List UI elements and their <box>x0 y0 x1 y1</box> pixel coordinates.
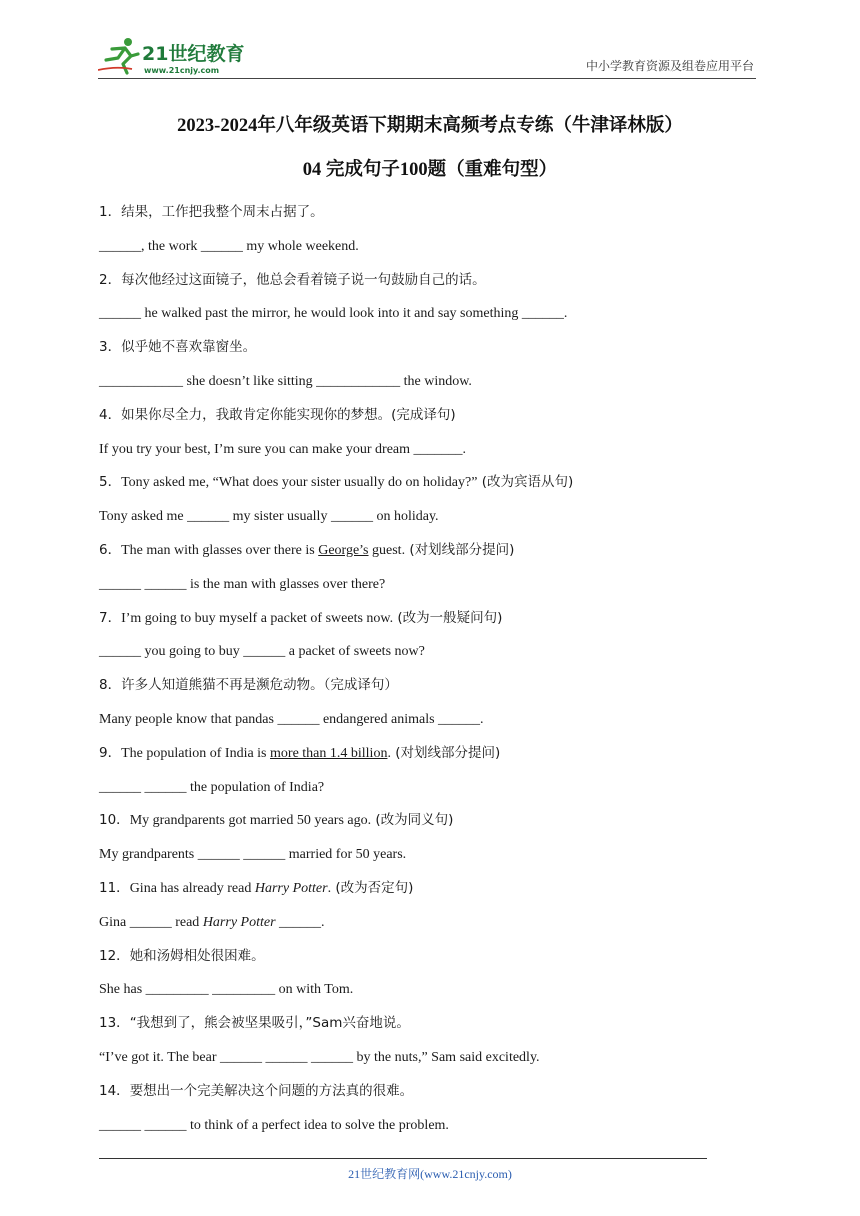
page-subtitle: 04 完成句子100题（重难句型） <box>302 160 558 180</box>
blank: ______ <box>197 847 240 863</box>
blank: ______ <box>243 847 286 863</box>
blank: ______ <box>144 779 187 795</box>
question-11: 11．Gina has already read Harry Potter. (改为否定句) <box>99 879 414 896</box>
answer-10: My grandparents ______ ______ married for 50 years. <box>99 847 407 863</box>
answer-13: “I’ve got it. The bear ______ ______ ______ by the nuts,” Sam said excitedly. <box>99 1049 540 1065</box>
blank: ______ <box>144 1117 187 1133</box>
answer-12: She has _________ _________ on with Tom. <box>99 982 354 998</box>
answer-9: ______ ______ the population of India? <box>99 779 325 795</box>
blank: ______ <box>243 644 286 660</box>
question-8: 8．许多人知道熊猫不再是濒危动物。（完成译句） <box>99 677 398 694</box>
blank: ______ <box>279 914 322 930</box>
runner-icon <box>98 38 138 73</box>
page-title: 2023-2024年八年级英语下期期末高频考点专练（牛津译林版） <box>177 116 683 136</box>
logo-url: www.21cnjy.com <box>144 66 220 75</box>
page-header <box>98 34 756 79</box>
blank: _________ <box>212 982 276 998</box>
question-12: 12．她和汤姆相处很困难。 <box>99 947 265 964</box>
blank: ______ <box>265 1049 308 1065</box>
blank: ______ <box>144 576 187 592</box>
blank: ______ <box>99 576 141 592</box>
question-5: 5．Tony asked me, “What does your sister usually do on holiday?” (改为宾语从句) <box>99 474 574 491</box>
question-6: 6．The man with glasses over there is George’s guest. (对划线部分提问) <box>99 541 515 558</box>
blank: _________ <box>145 982 209 998</box>
header-platform-text: 中小学教育资源及组卷应用平台 <box>585 59 754 73</box>
question-7: 7．I’m going to buy myself a packet of sweets now. (改为一般疑问句) <box>99 609 503 626</box>
blank: ______ <box>521 306 564 322</box>
answer-7: ______ you going to buy ______ a packet of sweets now? <box>99 644 425 660</box>
question-1: 1．结果，工作把我整个周末占据了。 <box>99 204 324 220</box>
footer-divider <box>99 1158 707 1159</box>
blank: ______ <box>129 914 172 930</box>
answer-8: Many people know that pandas ______ endangered animals ______. <box>99 711 484 727</box>
answer-14: ______ ______ to think of a perfect idea to solve the problem. <box>99 1117 449 1133</box>
question-13: 13．“我想到了，熊会被坚果吸引，”Sam兴奋地说。 <box>99 1015 410 1032</box>
answer-11: Gina ______ read Harry Potter ______. <box>99 914 325 930</box>
blank: ______ <box>187 509 230 525</box>
answer-2: ______ he walked past the mirror, he would look into it and say something ______. <box>99 306 568 322</box>
blank: ______ <box>277 711 320 727</box>
question-14: 14．要想出一个完美解决这个问题的方法真的很难。 <box>99 1082 414 1099</box>
blank: ____________ <box>99 373 183 389</box>
answer-1: ______, the work ______ my whole weekend. <box>99 238 359 254</box>
logo-text: 21世纪教育 <box>142 43 245 65</box>
blank: ______ <box>99 644 141 660</box>
underlined-text: George’s <box>318 542 369 558</box>
question-2: 2．每次他经过这面镜子，他总会看着镜子说一句鼓励自己的话。 <box>99 271 486 288</box>
question-3: 3．似乎她不喜欢靠窗坐。 <box>99 339 257 356</box>
blank: ______ <box>99 779 141 795</box>
question-4: 4．如果你尽全力，我敢肯定你能实现你的梦想。(完成译句) <box>99 406 456 423</box>
blank: ______ <box>99 306 141 322</box>
blank: ______ <box>99 238 141 254</box>
underlined-text: more than 1.4 billion <box>270 745 388 761</box>
question-10: 10．My grandparents got married 50 years ago. (改为同义句) <box>99 812 454 829</box>
blank: ______ <box>200 238 243 254</box>
blank: _______ <box>413 441 463 457</box>
answer-3: ____________ she doesn’t like sitting ____________ the window. <box>99 373 472 389</box>
blank: ______ <box>330 509 373 525</box>
question-9: 9．The population of India is more than 1.4 billion. (对划线部分提问) <box>99 744 501 761</box>
blank: ______ <box>311 1049 354 1065</box>
blank: ______ <box>220 1049 263 1065</box>
blank: ______ <box>438 711 481 727</box>
answer-5: Tony asked me ______ my sister usually ______ on holiday. <box>99 509 439 525</box>
question-list <box>99 196 739 1142</box>
answer-4: If you try your best, I’m sure you can make your dream _______. <box>99 441 467 457</box>
logo <box>98 36 273 76</box>
blank: ______ <box>99 1117 141 1133</box>
blank: ____________ <box>316 373 401 389</box>
footer-text: 21世纪教育网(www.21cnjy.com) <box>348 1167 512 1181</box>
answer-6: ______ ______ is the man with glasses over there? <box>99 576 386 592</box>
